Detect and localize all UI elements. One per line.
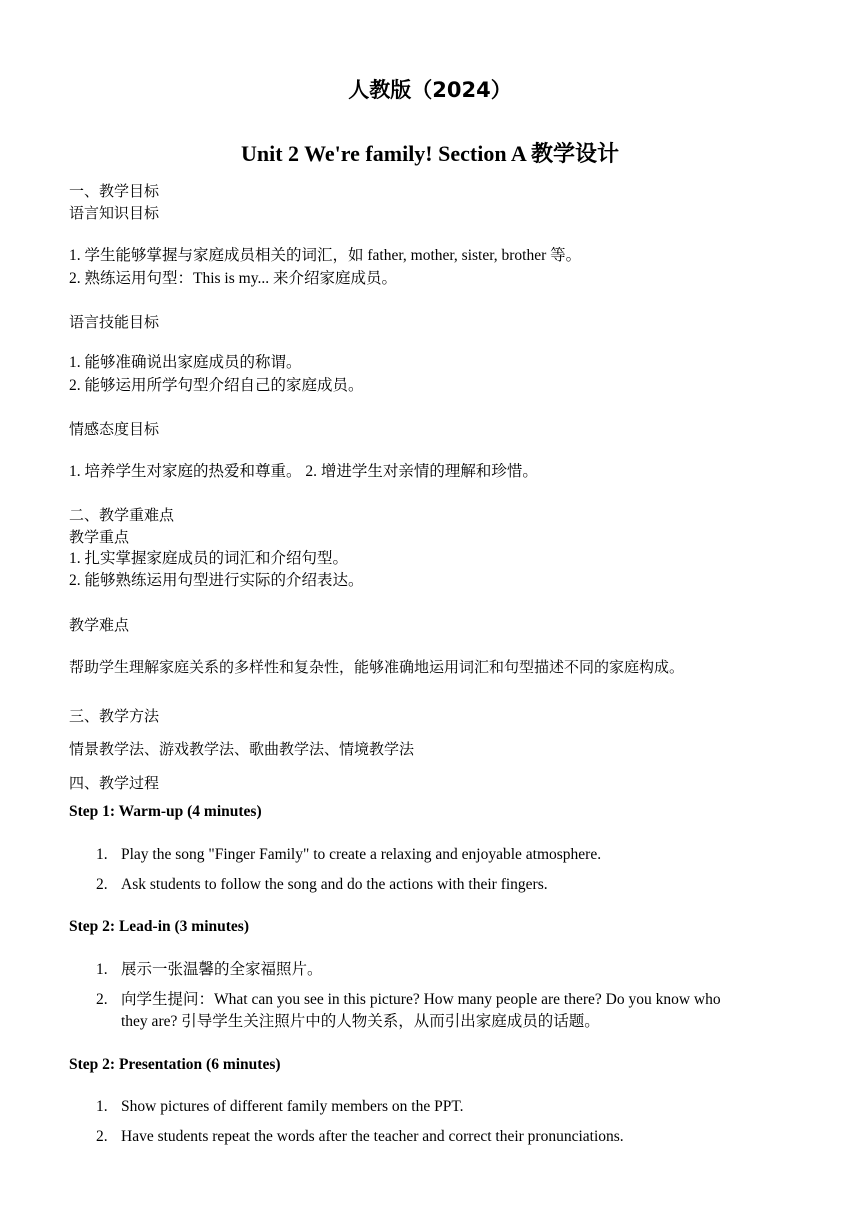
step3-item-1: Show pictures of different family members on the PPT. bbox=[121, 1098, 464, 1115]
subheading-attitude: 情感态度目标 bbox=[69, 420, 160, 438]
subheading-key: 教学重点 bbox=[69, 528, 130, 546]
step1-item-2: Ask students to follow the song and do the actions with their fingers. bbox=[121, 876, 548, 893]
step2-title: Step 2: Lead-in (3 minutes) bbox=[69, 918, 249, 935]
step1-item-2-number: 2. bbox=[96, 876, 108, 893]
attitude-items: 1. 培养学生对家庭的热爱和尊重。 2. 增进学生对亲情的理解和珍惜。 bbox=[69, 463, 538, 480]
knowledge-item-1: 1. 学生能够掌握与家庭成员相关的词汇，如 father, mother, sister, brother 等。 bbox=[69, 247, 582, 264]
step3-item-2: Have students repeat the words after the teacher and correct their pronunciations. bbox=[121, 1128, 624, 1145]
step1-item-1-number: 1. bbox=[96, 846, 108, 863]
knowledge-item-2: 2. 熟练运用句型：This is my... 来介绍家庭成员。 bbox=[69, 270, 397, 287]
skills-item-1: 1. 能够准确说出家庭成员的称谓。 bbox=[69, 354, 302, 371]
step2-item-2-continued: they are? 引导学生关注照片中的人物关系，从而引出家庭成员的话题。 bbox=[121, 1013, 600, 1030]
section-heading-key-points: 二、教学重难点 bbox=[69, 506, 175, 524]
skills-item-2: 2. 能够运用所学句型介绍自己的家庭成员。 bbox=[69, 377, 364, 394]
step2-item-1: 展示一张温馨的全家福照片。 bbox=[121, 961, 323, 978]
step2-item-1-number: 1. bbox=[96, 961, 108, 978]
step2-item-2: 向学生提问：What can you see in this picture? How many people are there? Do you know who bbox=[121, 991, 721, 1008]
key-item-2: 2. 能够熟练运用句型进行实际的介绍表达。 bbox=[69, 572, 364, 589]
key-item-1: 1. 扎实掌握家庭成员的词汇和介绍句型。 bbox=[69, 550, 349, 567]
subheading-skills: 语言技能目标 bbox=[69, 313, 160, 331]
step2-item-2-number: 2. bbox=[96, 991, 108, 1008]
methods-text: 情景教学法、游戏教学法、歌曲教学法、情境教学法 bbox=[69, 740, 415, 758]
subheading-knowledge: 语言知识目标 bbox=[69, 204, 160, 222]
document-title: Unit 2 We're family! Section A 教学设计 bbox=[240, 141, 620, 166]
step3-item-1-number: 1. bbox=[96, 1098, 108, 1115]
step1-title: Step 1: Warm-up (4 minutes) bbox=[69, 803, 262, 820]
step3-item-2-number: 2. bbox=[96, 1128, 108, 1145]
step1-item-1: Play the song "Finger Family" to create a relaxing and enjoyable atmosphere. bbox=[121, 846, 602, 863]
section-heading-process: 四、教学过程 bbox=[69, 774, 160, 792]
publisher-title: 人教版（2024） bbox=[348, 78, 512, 102]
subheading-difficult: 教学难点 bbox=[69, 616, 130, 634]
section-heading-objectives: 一、教学目标 bbox=[69, 182, 160, 200]
section-heading-methods: 三、教学方法 bbox=[69, 707, 160, 725]
difficult-text: 帮助学生理解家庭关系的多样性和复杂性，能够准确地运用词汇和句型描述不同的家庭构成。 bbox=[69, 658, 685, 676]
step3-title: Step 2: Presentation (6 minutes) bbox=[69, 1056, 281, 1073]
